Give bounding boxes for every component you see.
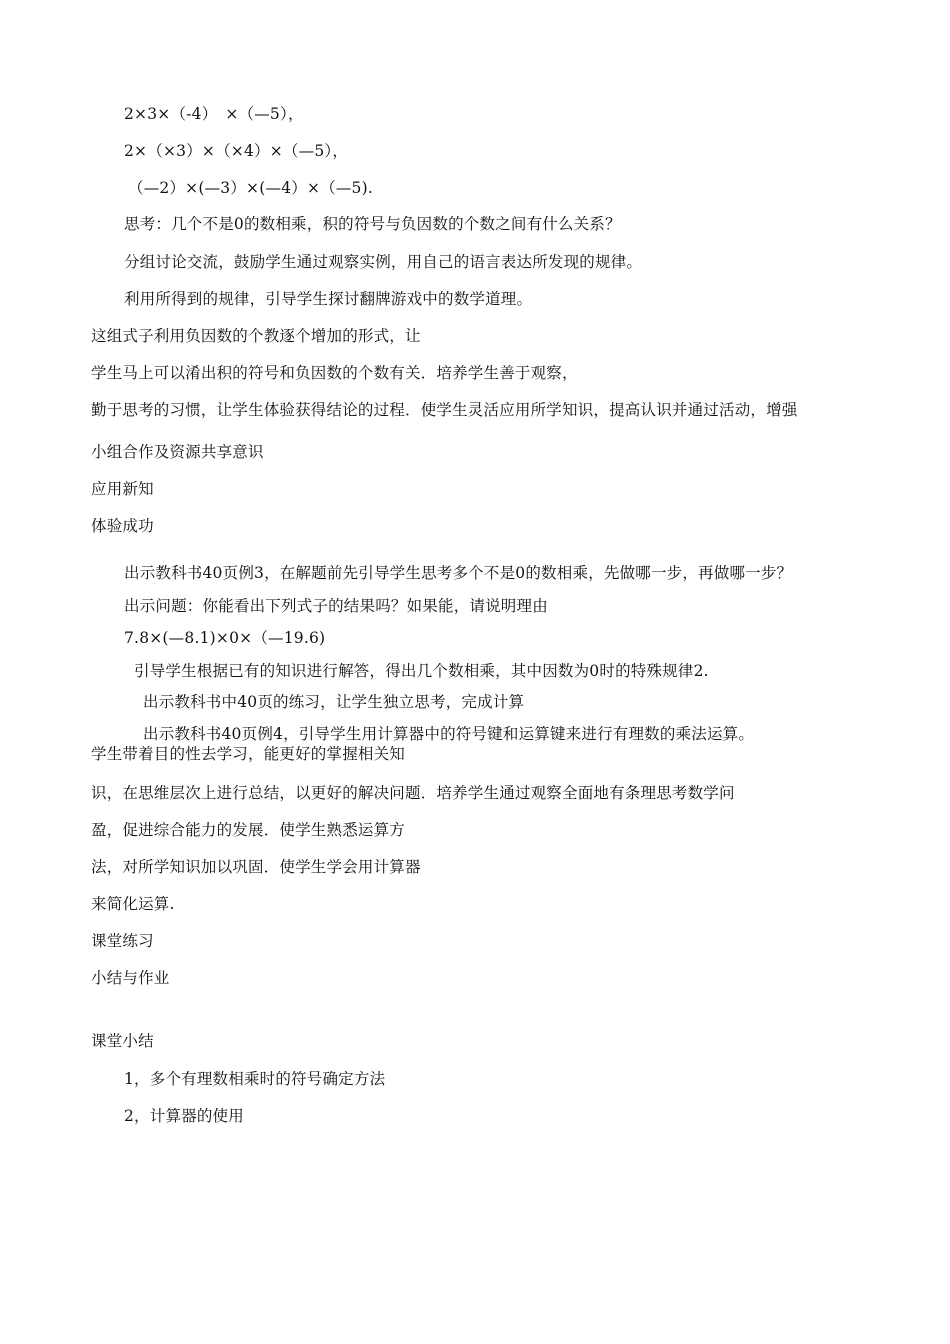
question-prompt: 出示问题：你能看出下列式子的结果吗？如果能，请说明理由: [124, 597, 548, 615]
zero-expression: 7.8×(—8.1)×0×（—19.6): [124, 629, 326, 647]
section-heading-class-summary: 课堂小结: [91, 1032, 154, 1050]
section-heading-apply: 应用新知: [91, 480, 154, 498]
section-heading-success: 体验成功: [91, 517, 154, 535]
group-discussion-text: 分组讨论交流，鼓励学生通过观察实例，用自己的语言表达所发现的规律。: [124, 253, 643, 271]
zero-rule-text: 引导学生根据已有的知识进行解答，得出几个数相乘，其中因数为0时的特殊规律2.: [134, 662, 709, 680]
example-3-text: 出示教科书40页例3，在解题前先引导学生思考多个不是0的数相乘，先做哪一步，再做哪一步？: [124, 564, 793, 582]
design-note-line-3: 勤于思考的习惯，让学生体验获得结论的过程．使学生灵活应用所学知识，提高认识并通过活动，增强: [91, 401, 798, 419]
purpose-note-line-4: 法，对所学知识加以巩固．使学生学会用计算器: [91, 858, 421, 876]
section-heading-practice: 课堂练习: [91, 932, 154, 950]
design-note-line-2: 学生马上可以淆出积的符号和负因数的个数有关．培养学生善于观察，: [91, 364, 578, 382]
section-heading-summary-homework: 小结与作业: [91, 969, 170, 987]
practice-text: 出示教科书中40页的练习，让学生独立思考，完成计算: [143, 693, 525, 711]
summary-item-2: 2，计算器的使用: [124, 1107, 244, 1125]
design-note-line-1: 这组式子利用负因数的个教逐个增加的形式，让: [91, 327, 421, 345]
example-4-text: 出示教科书40页例4，引导学生用计算器中的符号键和运算键来进行有理数的乘法运算。: [143, 725, 755, 743]
expression-line-1: 2×3×（-4） ×（—5），: [124, 105, 304, 123]
design-note-line-4: 小组合作及资源共享意识: [91, 443, 264, 461]
expression-line-3: （—2）×(—3）×(—4）×（—5).: [128, 179, 373, 197]
purpose-note-line-3: 盈，促进综合能力的发展．使学生熟悉运算方: [91, 821, 406, 839]
expression-line-2: 2×（×3）×（×4）×（—5），: [124, 142, 349, 160]
summary-item-1: 1，多个有理数相乘时的符号确定方法: [124, 1070, 386, 1088]
purpose-note-line-5: 来简化运算.: [91, 895, 175, 913]
purpose-note-line-2: 识，在思维层次上进行总结，以更好的解决问题．培养学生通过观察全面地有条理思考数学问: [91, 784, 735, 802]
think-question: 思考：几个不是0的数相乘，积的符号与负因数的个数之间有什么关系？: [124, 215, 621, 233]
rule-application-text: 利用所得到的规律，引导学生探讨翻牌游戏中的数学道理。: [124, 290, 533, 308]
purpose-note-line-1: 学生带着目的性去学习，能更好的掌握相关知: [91, 745, 406, 763]
